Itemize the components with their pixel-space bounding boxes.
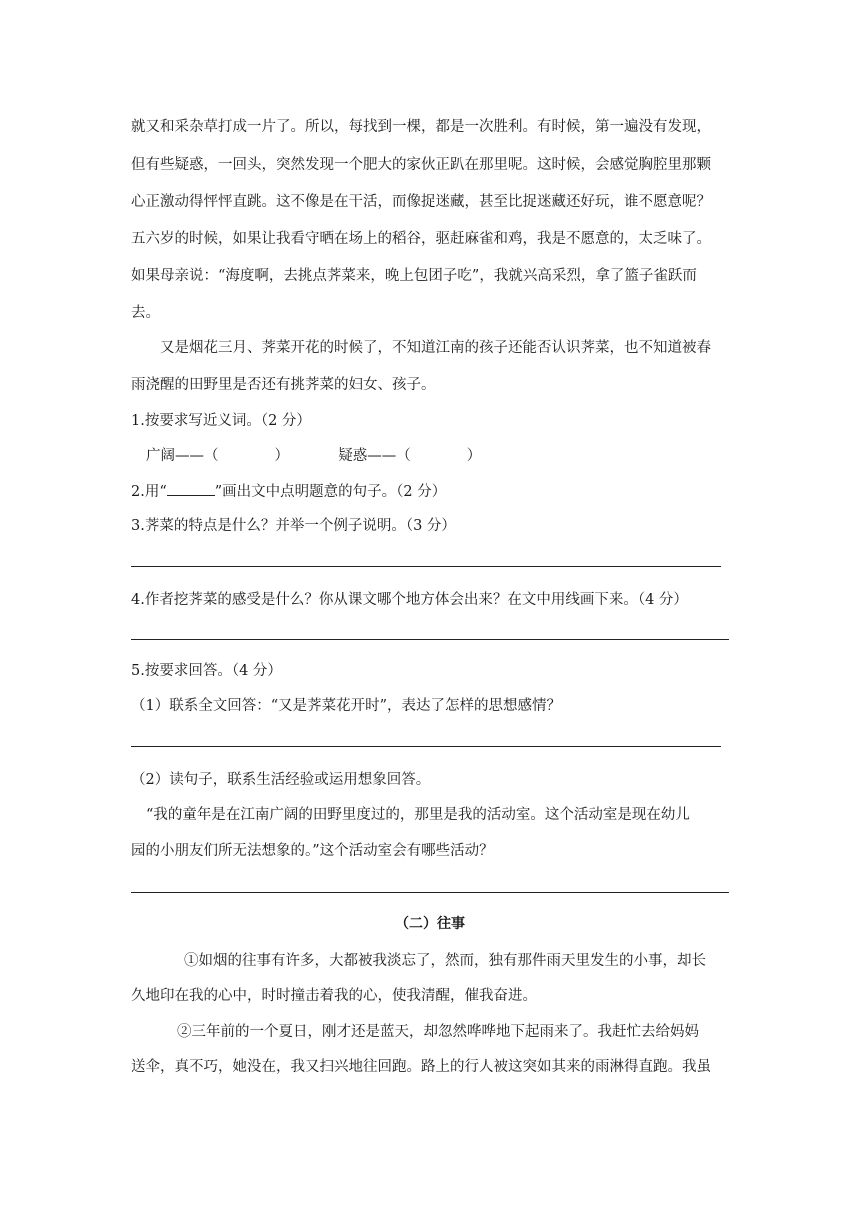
question-3: 3.荠菜的特点是什么？并举一个例子说明。（3 分） bbox=[131, 518, 456, 534]
answer-line[interactable] bbox=[131, 746, 721, 747]
question-5: 5.按要求回答。（4 分） bbox=[131, 663, 282, 679]
section-title: （二）往事 bbox=[395, 916, 465, 932]
section2-line: 送伞，真不巧，她没在，我又扫兴地往回跑。路上的行人被这突如其来的雨淋得直跑。我虽 bbox=[131, 1059, 711, 1075]
section2-line: 久地印在我的心中，时时撞击着我的心，使我清醒，催我奋进。 bbox=[131, 988, 537, 1004]
passage-line: 就又和采杂草打成一片了。所以，每找到一棵，都是一次胜利。有时候，第一遍没有发现， bbox=[131, 119, 711, 135]
passage-line: 五六岁的时候，如果让我看守晒在场上的稻谷，驱赶麻雀和鸡，我是不愿意的，太乏味了。 bbox=[131, 231, 711, 247]
question-2: 2.用“ ”画出文中点明题意的句子。（2 分） bbox=[131, 484, 447, 500]
answer-line[interactable] bbox=[131, 639, 729, 640]
synonym-a: 广阔——（ bbox=[146, 448, 219, 464]
question-5-2: （2）读句子，联系生活经验或运用想象回答。 bbox=[131, 772, 431, 788]
question-1: 1.按要求写近义词。（2 分） bbox=[131, 413, 311, 429]
synonym-a-close: ） bbox=[274, 448, 289, 464]
answer-line[interactable] bbox=[131, 892, 729, 893]
passage-line: 雨浇醒的田野里是否还有挑荠菜的妇女、孩子。 bbox=[131, 377, 436, 393]
question-5-1: （1）联系全文回答：“又是荠菜花开时”，表达了怎样的思想感情？ bbox=[131, 698, 562, 714]
section2-line: ①如烟的往事有许多，大都被我淡忘了，然而，独有那件雨天里发生的小事，却长 bbox=[184, 953, 706, 969]
passage-line: 心正激动得怦怦直跳。这不像是在干活，而像捉迷藏，甚至比捉迷藏还好玩，谁不愿意呢？ bbox=[131, 194, 711, 210]
synonym-b-close: ） bbox=[466, 448, 482, 464]
question-4: 4.作者挖荠菜的感受是什么？你从课文哪个地方体会出来？在文中用线画下来。（4 分） bbox=[131, 592, 688, 608]
question-5-2-quote: 园的小朋友们所无法想象的。”这个活动室会有哪些活动？ bbox=[131, 843, 494, 859]
question-5-2-quote: “我的童年是在江南广阔的田野里度过的，那里是我的活动室。这个活动室是现在幼儿 bbox=[146, 807, 690, 823]
synonym-b: 疑惑——（ bbox=[338, 448, 411, 464]
passage-line: 如果母亲说：“海度啊，去挑点荠菜来，晚上包团子吃”，我就兴高采烈，拿了篮子雀跃而 bbox=[131, 268, 697, 284]
answer-line[interactable] bbox=[131, 566, 721, 567]
passage-line: 又是烟花三月、荠菜开花的时候了，不知道江南的孩子还能否认识荠菜，也不知道被春 bbox=[160, 340, 711, 356]
question-1-items bbox=[146, 446, 481, 466]
underline-sample bbox=[167, 483, 215, 496]
passage-line: 去。 bbox=[131, 305, 160, 321]
passage-line: 但有些疑惑，一回头，突然发现一个肥大的家伙正趴在那里呢。这时候，会感觉胸腔里那颗 bbox=[131, 157, 711, 173]
section2-line: ②三年前的一个夏日，刚才还是蓝天，却忽然哗哗地下起雨来了。我赶忙去给妈妈 bbox=[177, 1024, 699, 1040]
